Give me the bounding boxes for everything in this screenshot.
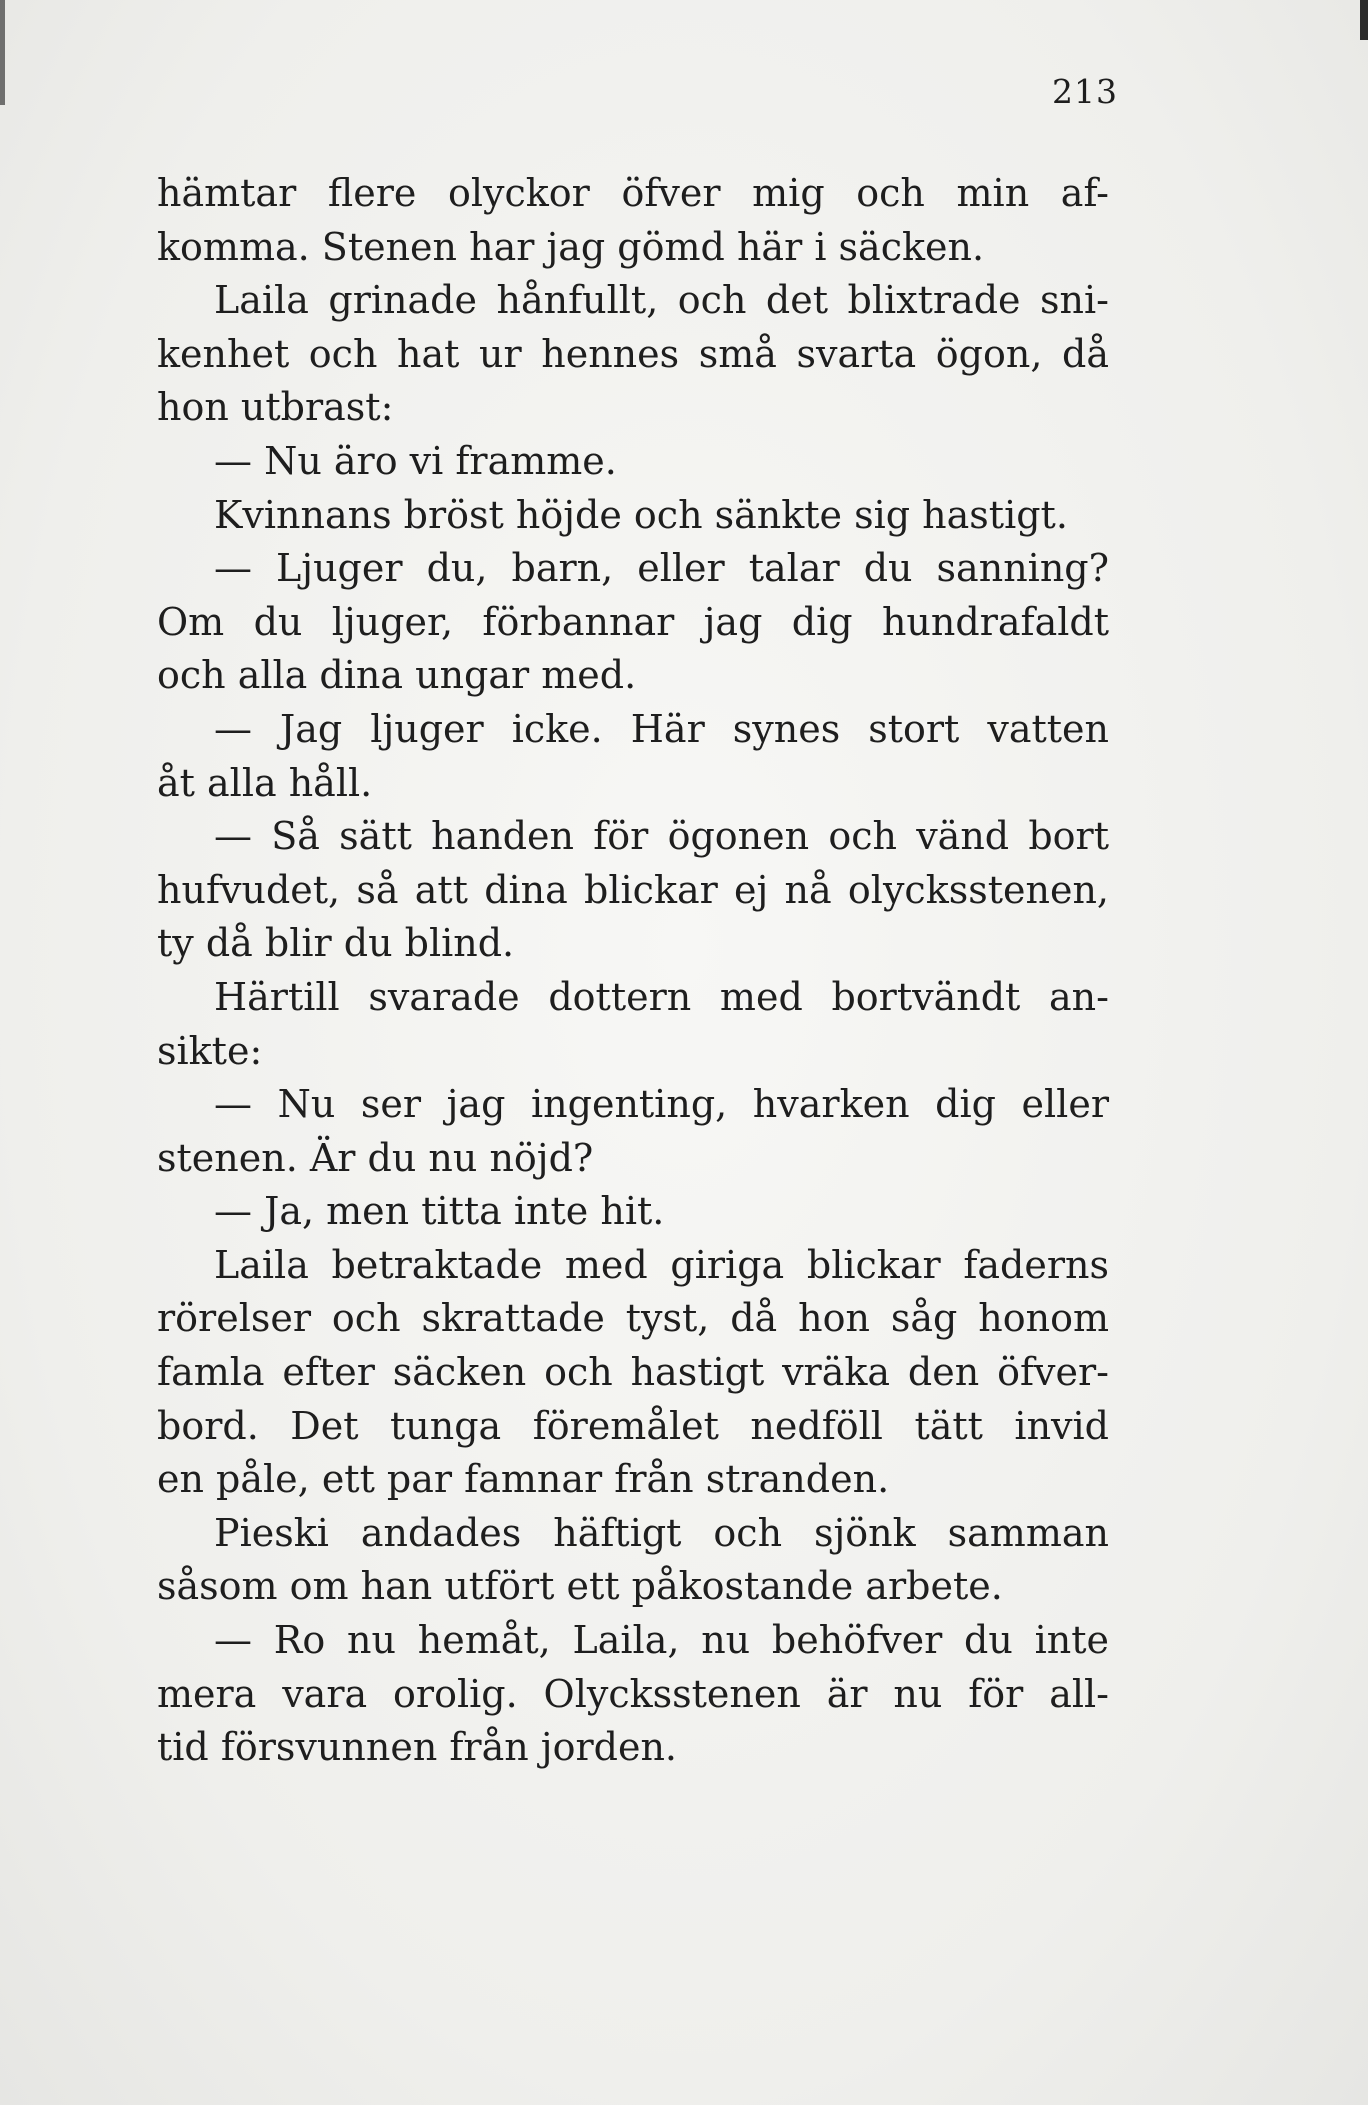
text-line: sikte:	[157, 1028, 263, 1073]
text-line: hufvudet, så att dina blickar ej nå olycksstenen,	[157, 867, 1109, 912]
text-line: tid försvunnen från jorden.	[157, 1725, 677, 1770]
text-line: en påle, ett par famnar från stranden.	[157, 1457, 890, 1502]
text-line: ty då blir du blind.	[157, 921, 515, 966]
text-line: och alla dina ungar med.	[157, 653, 637, 698]
text-line: Om du ljuger, förbannar jag dig hundrafaldt	[157, 599, 1109, 644]
scan-edge-shadow	[1360, 0, 1368, 40]
text-line: — Ljuger du, barn, eller talar du sanning?	[214, 546, 1109, 591]
text-line: hon utbrast:	[157, 385, 394, 430]
text-line: — Jag ljuger icke. Här synes stort vatten	[214, 706, 1109, 751]
text-line: Härtill svarade dottern med bortvändt an-	[214, 974, 1109, 1019]
text-line: rörelser och skrattade tyst, då hon såg honom	[157, 1296, 1109, 1341]
text-line: Laila grinade hånfullt, och det blixtrade sni-	[214, 278, 1109, 323]
text-line: Laila betraktade med giriga blickar faderns	[214, 1242, 1109, 1287]
text-line: såsom om han utfört ett påkostande arbete.	[157, 1564, 1003, 1609]
text-line: — Så sätt handen för ögonen och vänd bort	[214, 814, 1109, 859]
text-line: — Ro nu hemåt, Laila, nu behöfver du inte	[214, 1618, 1109, 1663]
text-line: stenen. Är du nu nöjd?	[157, 1135, 594, 1180]
text-line: Pieski andades häftigt och sjönk samman	[214, 1510, 1109, 1555]
scan-edge-shadow-left	[0, 0, 5, 105]
text-line: hämtar flere olyckor öfver mig och min af-	[157, 171, 1109, 215]
text-line: — Nu ser jag ingenting, hvarken dig eller	[214, 1082, 1109, 1127]
page-number: 213	[1052, 72, 1118, 111]
text-line: — Ja, men titta inte hit.	[214, 1189, 665, 1234]
text-line: mera vara orolig. Olycksstenen är nu för all-	[157, 1671, 1109, 1716]
text-line: Kvinnans bröst höjde och sänkte sig hastigt.	[214, 492, 1068, 537]
text-line: — Nu äro vi framme.	[214, 438, 617, 483]
text-line: åt alla håll.	[157, 760, 373, 805]
body-text	[157, 167, 1109, 1775]
text-line: bord. Det tunga föremålet nedföll tätt invid	[157, 1403, 1109, 1448]
text-line: famla efter säcken och hastigt vräka den öfver-	[157, 1350, 1109, 1395]
text-line: kenhet och hat ur hennes små svarta ögon, då	[157, 331, 1109, 376]
text-line: komma. Stenen har jag gömd här i säcken.	[157, 224, 985, 269]
